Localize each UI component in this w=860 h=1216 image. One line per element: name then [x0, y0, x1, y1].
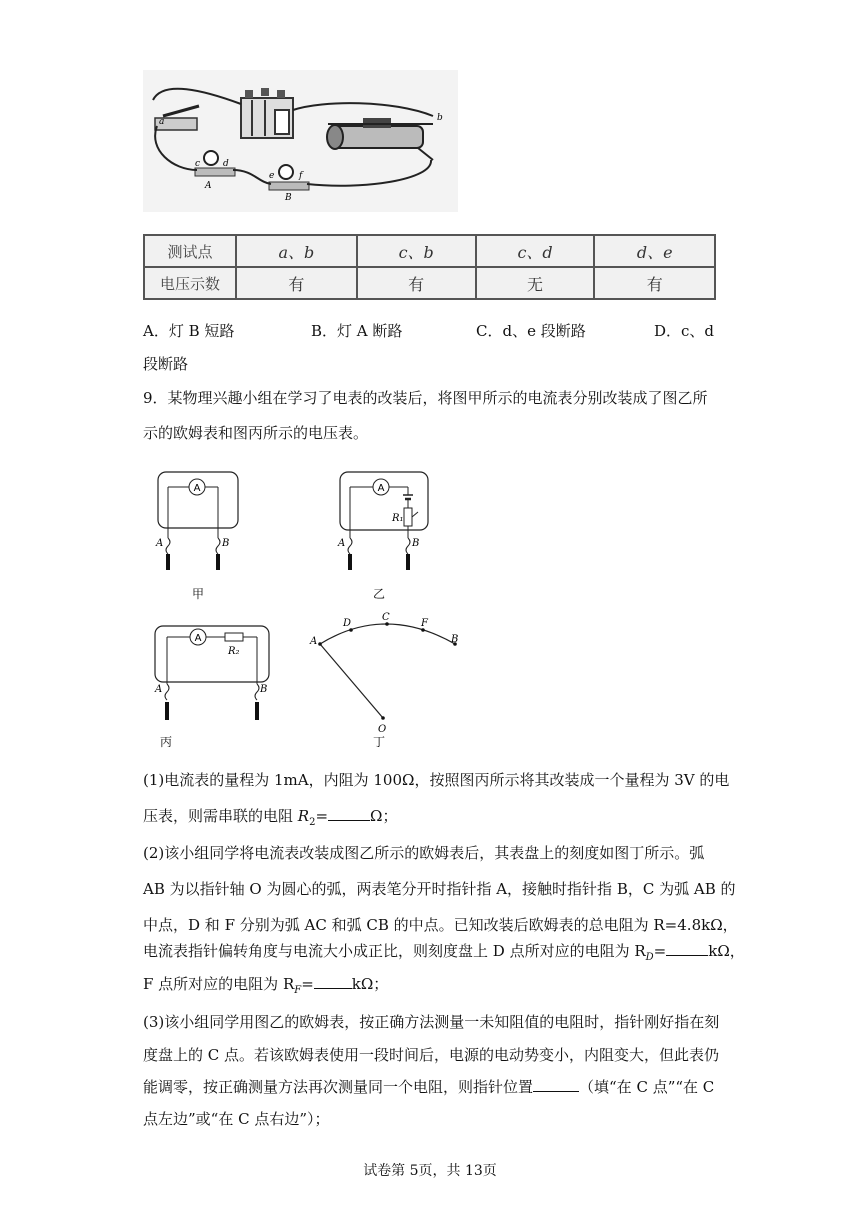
- p3-line-3: 能调零，按正确测量方法再次测量同一个电阻，则指针位置 （填“在 C 点”“在 C: [143, 1078, 715, 1096]
- svg-text:O: O: [378, 724, 387, 735]
- variable-resistor-icon: [404, 508, 412, 526]
- figure-caption-ding: 丁: [373, 735, 386, 749]
- table-row: [144, 267, 715, 299]
- p2-line-2: AB 为以指针轴 O 为圆心的弧，两表笔分开时指针指 A，接触时指针指 B，C 为弧 AB 的: [143, 880, 736, 898]
- table-cell: 无: [476, 267, 595, 299]
- table-cell: 有: [236, 267, 357, 299]
- svg-text:F: F: [421, 618, 428, 629]
- label-bulb-a: A: [205, 181, 212, 191]
- p2-line-4: 电流表指针偏转角度与电流大小成正比，则刻度盘上 D 点所对应的电阻为 $R_D= k\Omega$，: [143, 942, 745, 963]
- svg-text:B: B: [412, 538, 420, 549]
- figure-caption-bing: 丙: [160, 735, 173, 749]
- option-d-continued: 段断路: [143, 355, 189, 373]
- p3-line-1: (3)该小组同学用图乙的欧姆表，按正确方法测量一未知阻值的电阻时，指针刚好指在刻: [143, 1013, 720, 1031]
- test-table: [143, 234, 716, 300]
- table-cell: 测试点: [144, 235, 236, 267]
- table-cell: a、b: [236, 235, 357, 267]
- svg-text:C: C: [382, 612, 390, 623]
- svg-text:A: A: [338, 538, 346, 549]
- svg-text:A: A: [155, 684, 163, 695]
- answer-blank[interactable]: [666, 941, 708, 956]
- table-cell: 电压示数: [144, 267, 236, 299]
- svg-text:B: B: [451, 634, 459, 645]
- svg-text:D: D: [343, 618, 352, 629]
- svg-text:A: A: [193, 483, 201, 494]
- p3-line-2: 度盘上的 C 点。若该欧姆表使用一段时间后，电源的电动势变小，内阻变大，但此表仍: [143, 1046, 720, 1064]
- option-b: B．灯 A 断路: [311, 322, 403, 340]
- svg-text:A: A: [310, 636, 318, 647]
- label-e: e: [269, 171, 275, 181]
- answer-blank[interactable]: [533, 1077, 579, 1092]
- figure-caption-yi: 乙: [373, 587, 386, 601]
- label-a: a: [159, 117, 165, 127]
- q9-line-1: 9．某物理兴趣小组在学习了电表的改装后，将图甲所示的电流表分别改装成了图乙所: [143, 389, 708, 407]
- svg-text:A: A: [377, 483, 385, 494]
- option-d: D．c、d: [654, 322, 715, 340]
- figure-ding: [305, 610, 475, 745]
- table-row: [144, 235, 715, 267]
- dial-arc: [320, 624, 455, 644]
- page-footer: 试卷第 5页，共 13页: [363, 1163, 497, 1179]
- p2-line-5: F 点所对应的电阻为 $R_F= k\Omega$；: [143, 975, 389, 996]
- label-d: d: [223, 159, 229, 169]
- circuit-photo: [143, 70, 458, 212]
- svg-text:A: A: [194, 633, 202, 644]
- table-cell: 有: [594, 267, 715, 299]
- svg-text:R₂: R₂: [228, 646, 240, 657]
- table-cell: c、d: [476, 235, 595, 267]
- label-c: c: [195, 159, 201, 169]
- p2-line-1: (2)该小组同学将电流表改装成图乙所示的欧姆表后，其表盘上的刻度如图丁所示。弧: [143, 844, 705, 862]
- figure-jia: [148, 468, 258, 573]
- label-bulb-b: B: [285, 193, 292, 203]
- p1-line-1: (1)电流表的量程为 1mA，内阻为 100Ω，按照图丙所示将其改装成一个量程为 3V 的电: [143, 771, 730, 789]
- svg-text:A: A: [156, 538, 164, 549]
- option-a: A．灯 B 短路: [143, 322, 235, 340]
- answer-blank[interactable]: [314, 974, 352, 989]
- q9-line-2: 示的欧姆表和图丙所示的电压表。: [143, 424, 369, 442]
- label-b: b: [437, 113, 443, 123]
- p2-line-3: 中点，D 和 F 分别为弧 AC 和弧 CB 的中点。已知改装后欧姆表的总电阻为 R=4.8kΩ，: [143, 916, 738, 934]
- table-cell: d、e: [594, 235, 715, 267]
- svg-text:B: B: [260, 684, 268, 695]
- svg-text:B: B: [222, 538, 230, 549]
- resistor-icon: [225, 633, 243, 641]
- answer-blank[interactable]: [328, 806, 370, 821]
- figure-caption-jia: 甲: [192, 587, 205, 601]
- svg-text:R₁: R₁: [392, 513, 404, 524]
- pointer-needle: [320, 644, 383, 718]
- figure-bing: [145, 622, 280, 727]
- table-cell: 有: [357, 267, 476, 299]
- label-f: f: [299, 171, 303, 181]
- option-c: C．d、e 段断路: [476, 322, 586, 340]
- figure-yi: [330, 468, 450, 573]
- table-cell: c、b: [357, 235, 476, 267]
- p3-line-4: 点左边”或“在 C 点右边”）；: [143, 1110, 330, 1128]
- p1-line-2: 压表，则需串联的电阻 $R_2= \Omega$；: [143, 807, 398, 828]
